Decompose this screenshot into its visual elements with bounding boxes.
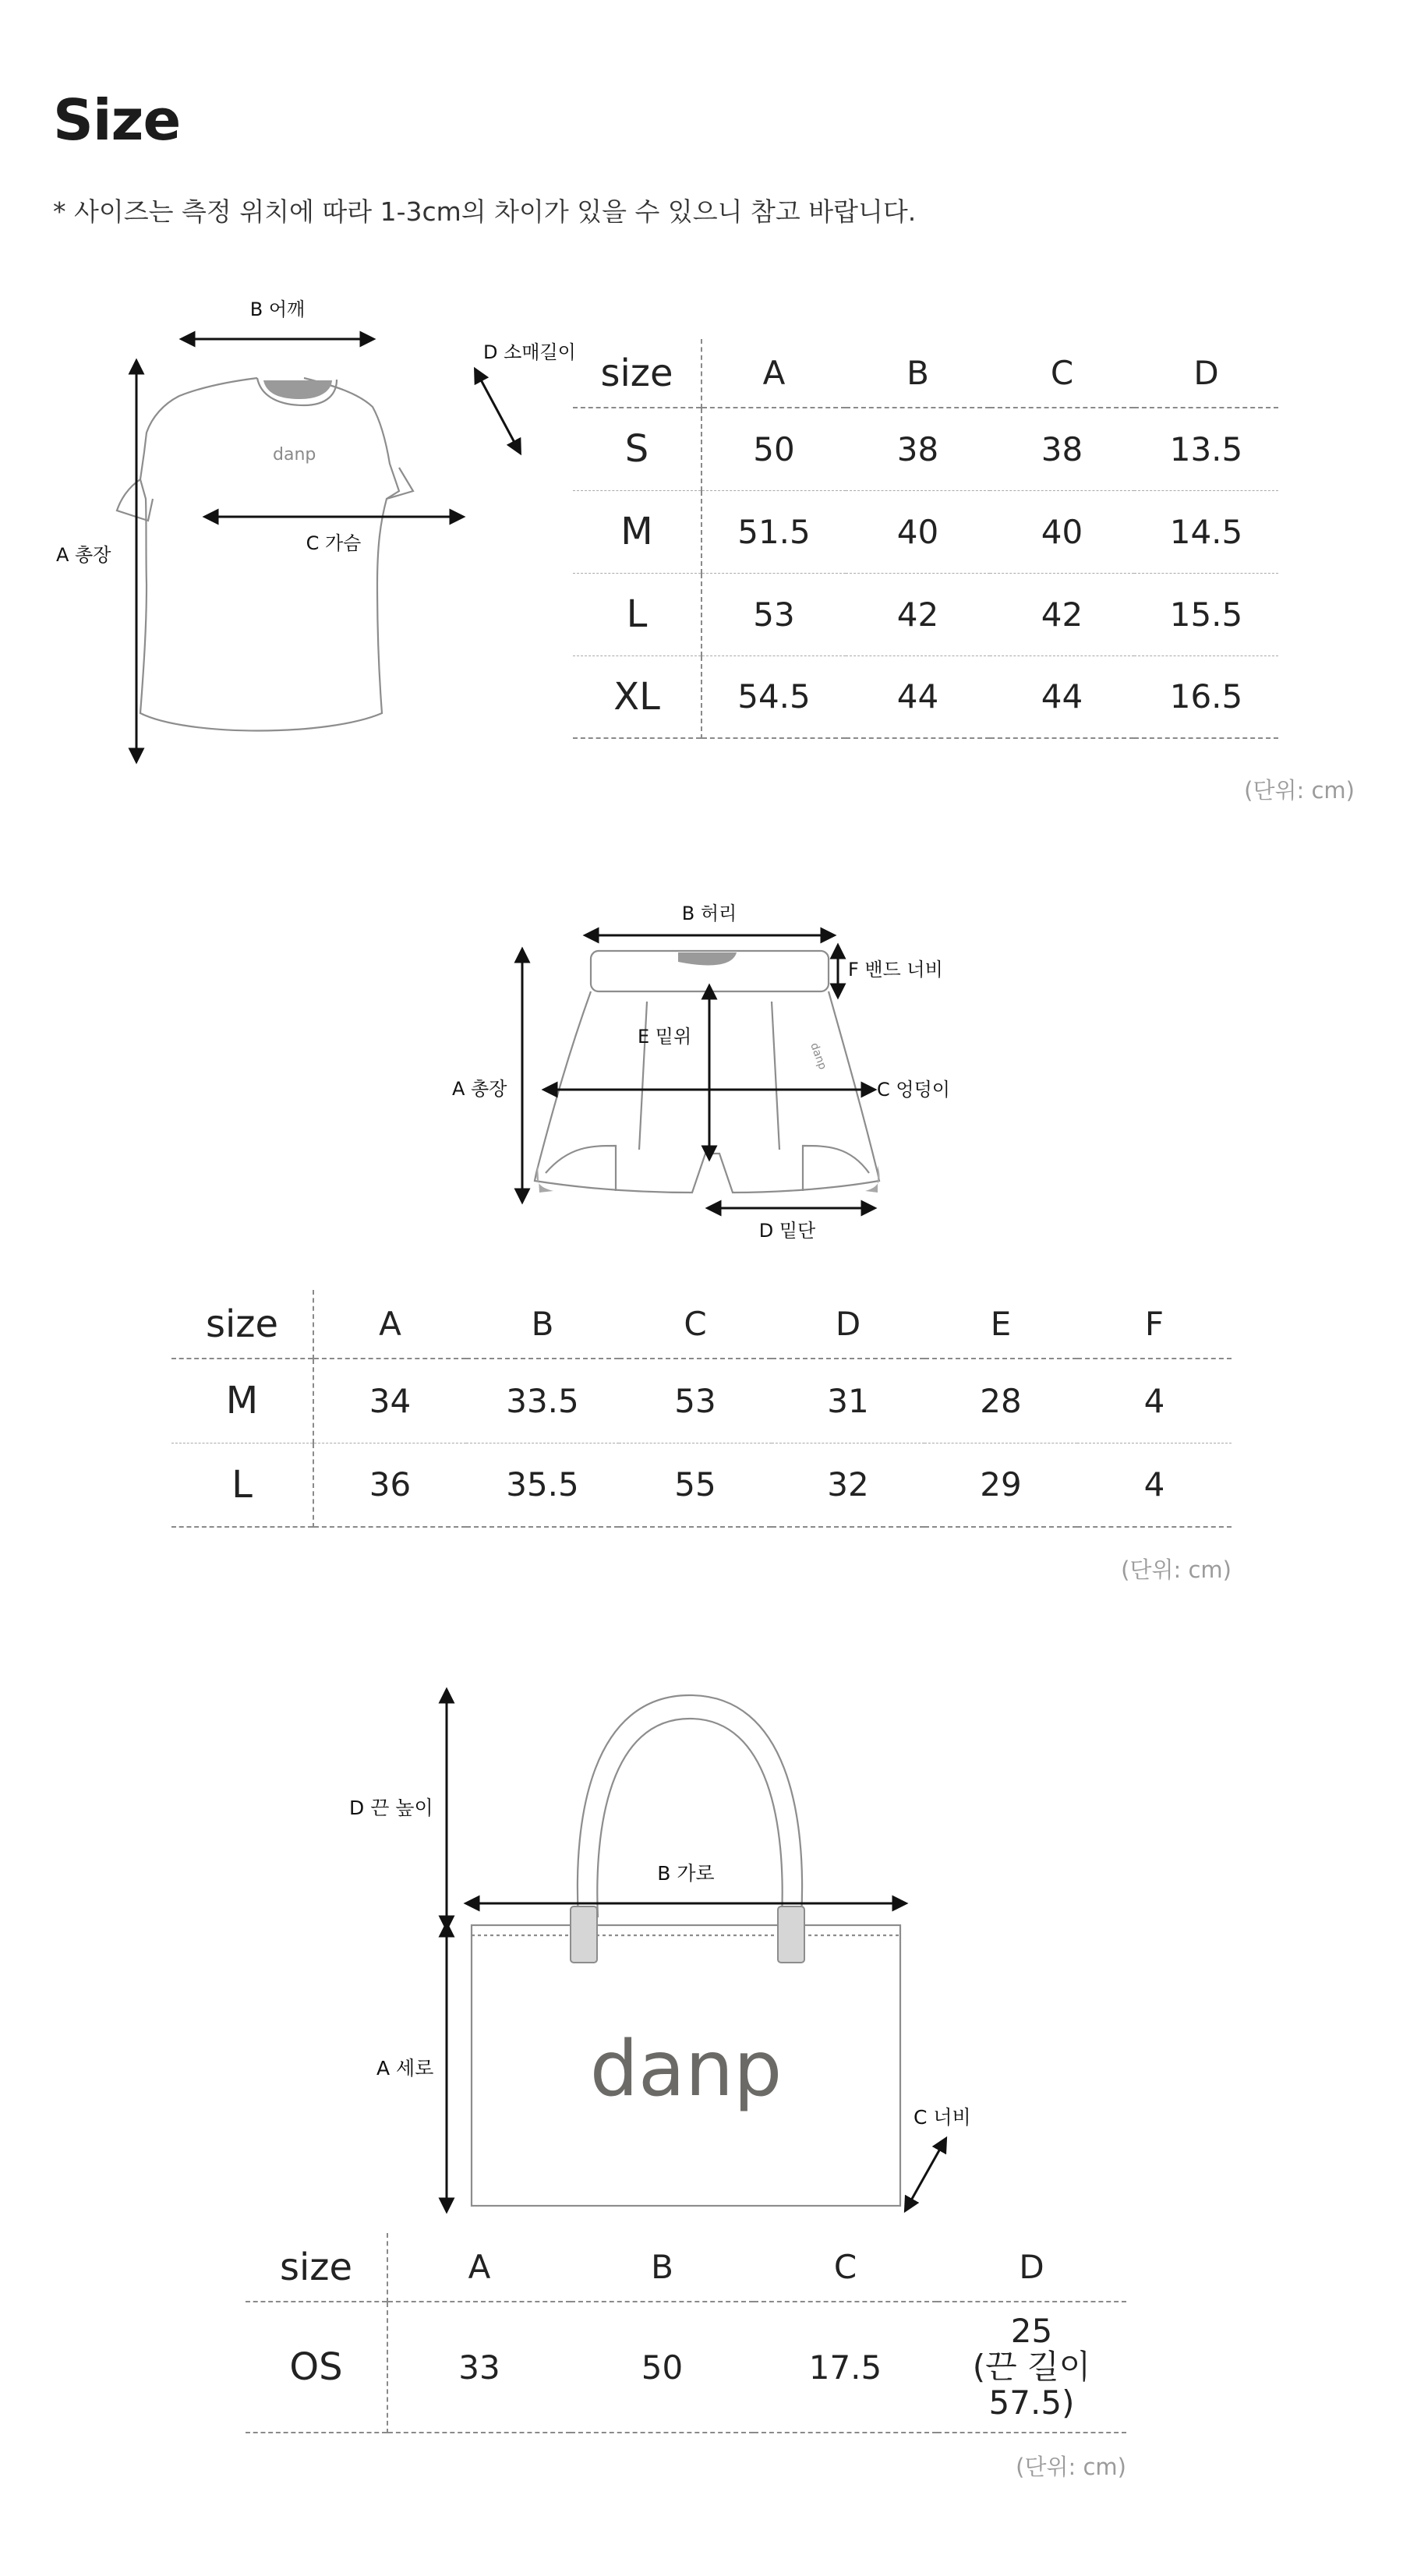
header-size: size — [171, 1290, 313, 1359]
tote-label-d: D 끈 높이 — [349, 1797, 433, 1819]
table-row — [573, 573, 1278, 655]
cell-c: 38 — [1041, 429, 1083, 468]
cell-d-main: 25 — [1010, 2311, 1053, 2350]
shorts-label-d: D 밑단 — [758, 1220, 816, 1242]
cell-a: 36 — [369, 1465, 412, 1504]
cell-c: 17.5 — [808, 2348, 882, 2387]
cell-a: 50 — [753, 429, 795, 468]
cell-d: 16.5 — [1169, 677, 1243, 716]
cell-size: L — [573, 573, 702, 655]
tote-label-a: A 세로 — [376, 2057, 434, 2080]
shorts-label-b: B 허리 — [681, 903, 737, 924]
cell-a: 54.5 — [737, 677, 811, 716]
cell-a: 33 — [458, 2348, 500, 2387]
cell-size: M — [573, 490, 702, 573]
header-d: D — [835, 1305, 861, 1343]
cell-size: S — [573, 408, 702, 490]
header-b: B — [651, 2248, 673, 2286]
cell-e: 29 — [980, 1465, 1022, 1504]
header-d: D — [1019, 2248, 1044, 2286]
cell-b: 50 — [641, 2348, 684, 2387]
cell-b: 33.5 — [506, 1381, 579, 1420]
shorts-label-f: F 밴드 너비 — [848, 959, 943, 981]
cell-d: 31 — [827, 1381, 869, 1420]
tshirt-unit-note: (단위: cm) — [1244, 777, 1355, 804]
tote-bag-diagram — [335, 1676, 1068, 2221]
shorts-unit-note: (단위: cm) — [1121, 1557, 1232, 1583]
tshirt-label-b: B 어깨 — [249, 299, 306, 320]
tote-unit-note: (단위: cm) — [1016, 2454, 1126, 2480]
shorts-waist-shade — [678, 952, 737, 965]
tote-brand-logo: danp — [589, 2025, 783, 2114]
header-d: D — [1193, 354, 1219, 392]
shorts-label-c: C 엉덩이 — [877, 1079, 950, 1101]
tshirt-label-a: A 총장 — [56, 544, 111, 566]
header-a: A — [762, 354, 786, 392]
size-note: * 사이즈는 측정 위치에 따라 1-3cm의 차이가 있을 수 있으니 참고 바랍니다. — [53, 196, 917, 227]
header-c: C — [833, 2248, 857, 2286]
table-header-row — [171, 1290, 1232, 1359]
tote-label-b: B 가로 — [657, 1862, 715, 1885]
cell-d: 15.5 — [1169, 595, 1243, 634]
header-size: size — [246, 2233, 387, 2302]
cell-a: 51.5 — [737, 512, 811, 551]
table-row — [246, 2302, 1126, 2433]
table-row — [573, 655, 1278, 738]
tote-strap-tab-left — [571, 1906, 597, 1963]
shorts-size-table — [171, 1290, 1232, 1528]
cell-b: 42 — [896, 595, 939, 634]
cell-b: 40 — [896, 512, 939, 551]
header-b: B — [906, 354, 929, 392]
cell-size: M — [171, 1359, 313, 1443]
tshirt-label-c: C 가슴 — [306, 532, 362, 554]
cell-c: 44 — [1041, 677, 1083, 716]
cell-a: 53 — [753, 595, 795, 634]
table-header-row — [246, 2233, 1126, 2302]
cell-f: 4 — [1143, 1465, 1165, 1504]
tshirt-outline — [117, 378, 413, 731]
header-c: C — [1050, 354, 1074, 392]
cell-b: 44 — [896, 677, 939, 716]
header-c: C — [684, 1305, 707, 1343]
header-b: B — [531, 1305, 554, 1343]
tshirt-neck-shade — [263, 380, 332, 399]
shorts-label-e: E 밑위 — [638, 1026, 692, 1048]
table-row — [573, 490, 1278, 573]
cell-size: XL — [573, 655, 702, 738]
cell-c: 55 — [674, 1465, 716, 1504]
cell-b: 38 — [896, 429, 939, 468]
tote-bag-outline — [472, 1695, 900, 2206]
page-title: Size — [53, 87, 181, 153]
shorts-diagram — [444, 896, 990, 1270]
table-row — [573, 408, 1278, 490]
cell-b: 35.5 — [506, 1465, 579, 1504]
table-row — [171, 1443, 1232, 1527]
dim-line-c — [908, 2143, 943, 2206]
table-header-row — [573, 339, 1278, 408]
header-size: size — [573, 339, 702, 408]
cell-e: 28 — [980, 1381, 1022, 1420]
cell-a: 34 — [369, 1381, 412, 1420]
tshirt-size-table — [573, 339, 1278, 739]
header-a: A — [379, 1305, 401, 1343]
header-a: A — [468, 2248, 491, 2286]
cell-c: 53 — [674, 1381, 716, 1420]
cell-f: 4 — [1143, 1381, 1165, 1420]
tshirt-diagram — [47, 288, 608, 772]
cell-c: 40 — [1041, 512, 1083, 551]
cell-d: 32 — [827, 1465, 869, 1504]
tote-strap-tab-right — [778, 1906, 804, 1963]
cell-d-sub: (끈 길이 57.5) — [972, 2347, 1091, 2422]
cell-size: L — [171, 1443, 313, 1527]
header-f: F — [1144, 1305, 1164, 1343]
shorts-outline — [535, 951, 879, 1193]
dim-line-d — [478, 374, 518, 448]
cell-size: OS — [246, 2302, 387, 2433]
cell-d: 13.5 — [1169, 429, 1243, 468]
header-e: E — [990, 1305, 1012, 1343]
tote-label-c: C 너비 — [914, 2106, 971, 2129]
shorts-label-a: A 총장 — [452, 1078, 507, 1100]
tshirt-label-d: D 소매길이 — [483, 341, 576, 363]
shorts-shade-left — [536, 1165, 553, 1193]
cell-d — [937, 2302, 1126, 2433]
table-row — [171, 1359, 1232, 1443]
shorts-brand: danp — [808, 1041, 829, 1072]
tshirt-brand: danp — [273, 445, 316, 465]
cell-c: 42 — [1041, 595, 1083, 634]
tote-size-table — [246, 2233, 1126, 2433]
cell-d: 14.5 — [1169, 512, 1243, 551]
